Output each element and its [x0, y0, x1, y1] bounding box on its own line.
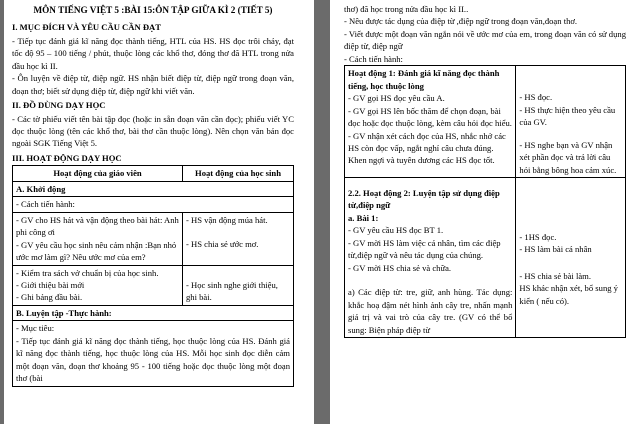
- document-page-left: [4, 0, 314, 424]
- table-row: [13, 265, 294, 305]
- intro-line: - Nêu được tác dụng của điệp từ ,điệp ngữ trong đoạn văn,đoạn thơ.: [344, 16, 578, 27]
- teacher-cell: [13, 212, 183, 265]
- intro-line: - Viết được một đoạn văn ngắn nói về ước mơ của em, trong đoạn văn có sử dụng điệp từ, điệp ngữ: [344, 28, 626, 52]
- student-step: - HS đọc.: [519, 92, 553, 103]
- section-1-paragraph-1: - Tiếp tục đánh giá kĩ năng đọc thành tiếng, HTL của HS. HS đọc trôi chảy, đạt tốc độ 95 – 100 tiếng / phút, thuộc lòng các khổ thơ, đóng thơ đã HTL trong nửa đầu học kì II.: [12, 35, 294, 71]
- section-1-heading: I. MỤC ĐÍCH VÀ YÊU CẦU CẦN ĐẠT: [12, 22, 161, 33]
- teacher-step: - Kiểm tra sách vở chuẩn bị của học sinh.: [16, 267, 159, 278]
- teacher-step: - GV gọi HS đọc yêu cầu A.: [348, 93, 445, 104]
- student-cell: [183, 212, 294, 265]
- section-3-heading: III. HOẠT ĐỘNG DẠY HỌC: [12, 152, 122, 163]
- student-cell: [516, 177, 626, 337]
- student-step: - HS làm bài cá nhân: [519, 244, 592, 255]
- teacher-step: - Giới thiệu bài mới: [16, 279, 85, 290]
- table-row: [13, 212, 294, 265]
- activity-2-heading: 2.2. Hoạt động 2: Luyện tập sử dụng điệp từ,điệp ngữ: [348, 187, 500, 211]
- section-a-heading: A. Khởi động: [13, 181, 294, 196]
- activity-table-continued: [344, 65, 626, 338]
- teacher-cell: [345, 177, 516, 337]
- section-2-paragraph-1: - Các tờ phiếu viết tên bài tập đọc (hoặc in sẵn đoạn văn cần đọc); phiếu viết YC đọc thuộc lòng (tên các khổ thơ, bài thơ cần thuộc lòng). Nên chọn văn bản đọc ngoài SGK Tiếng Việt 5.: [12, 113, 294, 149]
- section-b-goal-text: - Tiếp tục đánh giá kĩ năng đọc thành tiếng, học thuộc lòng của HS. Đánh giá kĩ năng đọc thành tiếng, học thuộc lòng của HS. Mỗi học sinh đọc diễn cảm một đoạn văn, đoạn thơ khoảng 95 - 100 tiếng hoặc đọc thuộc lòng một đoạn thơ (bài: [16, 335, 290, 384]
- table-row: [13, 197, 294, 212]
- intro-line: thơ) đã học trong nửa đầu học kì II..: [344, 4, 469, 14]
- section-b-goal: [13, 321, 294, 386]
- teacher-cell: [13, 265, 183, 305]
- teacher-step: - Ghi bảng đầu bài.: [16, 292, 83, 303]
- student-step: - HS vận động múa hát.: [186, 214, 268, 225]
- teacher-step: - GV mời HS làm việc cá nhân, tìm các điệp từ,điệp ngữ và nêu tác dụng của chúng.: [348, 237, 501, 261]
- teacher-step: - GV cho HS hát và vận động theo bài hát: Anh phi công ơi: [16, 214, 179, 238]
- section-1-paragraph-2: - Ôn luyện về điệp từ, điệp ngữ. HS nhận biết điệp từ, điệp ngữ trong đoạn văn, đoạn thơ; biết sử dụng điệp từ, điệp ngữ khi viết văn.: [12, 73, 294, 96]
- student-step: - Học sinh nghe giới thiệu, ghi bài.: [186, 279, 278, 302]
- student-cell: [183, 265, 294, 305]
- teacher-step: - GV gọi HS lên bốc thăm để chọn đoạn, bài đọc hoặc đọc thuộc lòng, kèm câu hỏi đọc hiểu.: [348, 105, 512, 129]
- activity-table: [12, 165, 294, 386]
- student-cell: [516, 66, 626, 178]
- teacher-step: - GV yêu cầu học sinh nêu cảm nhận :Bạn nhỏ ước mơ làm gì? Nêu ước mơ của em?: [16, 239, 177, 263]
- teacher-step: - GV yêu cầu HS đọc BT 1.: [348, 225, 444, 236]
- lesson-title: MÔN TIẾNG VIỆT 5 :BÀI 15:ÔN TẬP GIỮA KÌ 2 (TIẾT 5): [33, 5, 273, 15]
- student-column-header: Hoạt động của học sinh: [183, 166, 294, 181]
- intro-line: - Cách tiến hành:: [344, 53, 403, 64]
- student-step: - 1HS đọc.: [519, 231, 557, 242]
- student-step: - HS thực hiện theo yêu cầu của GV.: [519, 104, 616, 128]
- teacher-step: - GV nhận xét cách đọc của HS, nhắc nhở các HS còn đọc vấp, ngắt nghỉ câu chưa đúng. Khen ngợi và tuyên dương các HS đọc tốt.: [348, 130, 506, 166]
- section-b-goal-label: - Mục tiêu:: [16, 323, 55, 334]
- table-row: [345, 66, 626, 178]
- teacher-cell: [345, 66, 516, 178]
- student-step: - HS chia sẻ bài làm.: [519, 270, 592, 281]
- student-step: - HS chia sẻ ước mơ.: [186, 239, 259, 250]
- table-row: [13, 305, 294, 320]
- section-b-heading: B. Luyện tập -Thực hành:: [13, 305, 294, 320]
- table-row: [13, 181, 294, 196]
- activity-1-heading: Hoạt động 1: Đánh giá kĩ năng đọc thành tiếng, học thuộc lòng: [348, 68, 500, 91]
- document-page-right: [330, 0, 640, 424]
- teacher-step: - GV mời HS chia sẻ và chữa.: [348, 262, 452, 273]
- exercise-1-heading: a. Bài 1:: [348, 212, 379, 223]
- table-row: [345, 177, 626, 337]
- student-step: - HS nghe bạn và GV nhận xét phần đọc và trả lời câu hỏi bằng bông hoa cảm xúc.: [519, 139, 617, 175]
- section-2-heading: II. ĐỒ DÙNG DẠY HỌC: [12, 100, 106, 111]
- section-a-procedure: - Cách tiến hành:: [13, 197, 294, 212]
- student-step: HS khác nhận xét, bổ sung ý kiến ( nếu có).: [519, 283, 618, 306]
- table-row: [13, 321, 294, 386]
- exercise-1-answer: a) Các điệp từ: tre, giữ, anh hùng. Tác dụng: khắc hoạ đậm nét hình ảnh cây tre, nhấn mạnh giá trị và vai trò của cây tre. (GV có thể bổ sung: Biện pháp điệp từ: [348, 287, 513, 335]
- table-header-row: [13, 166, 294, 181]
- teacher-column-header: Hoạt động của giáo viên: [13, 166, 183, 181]
